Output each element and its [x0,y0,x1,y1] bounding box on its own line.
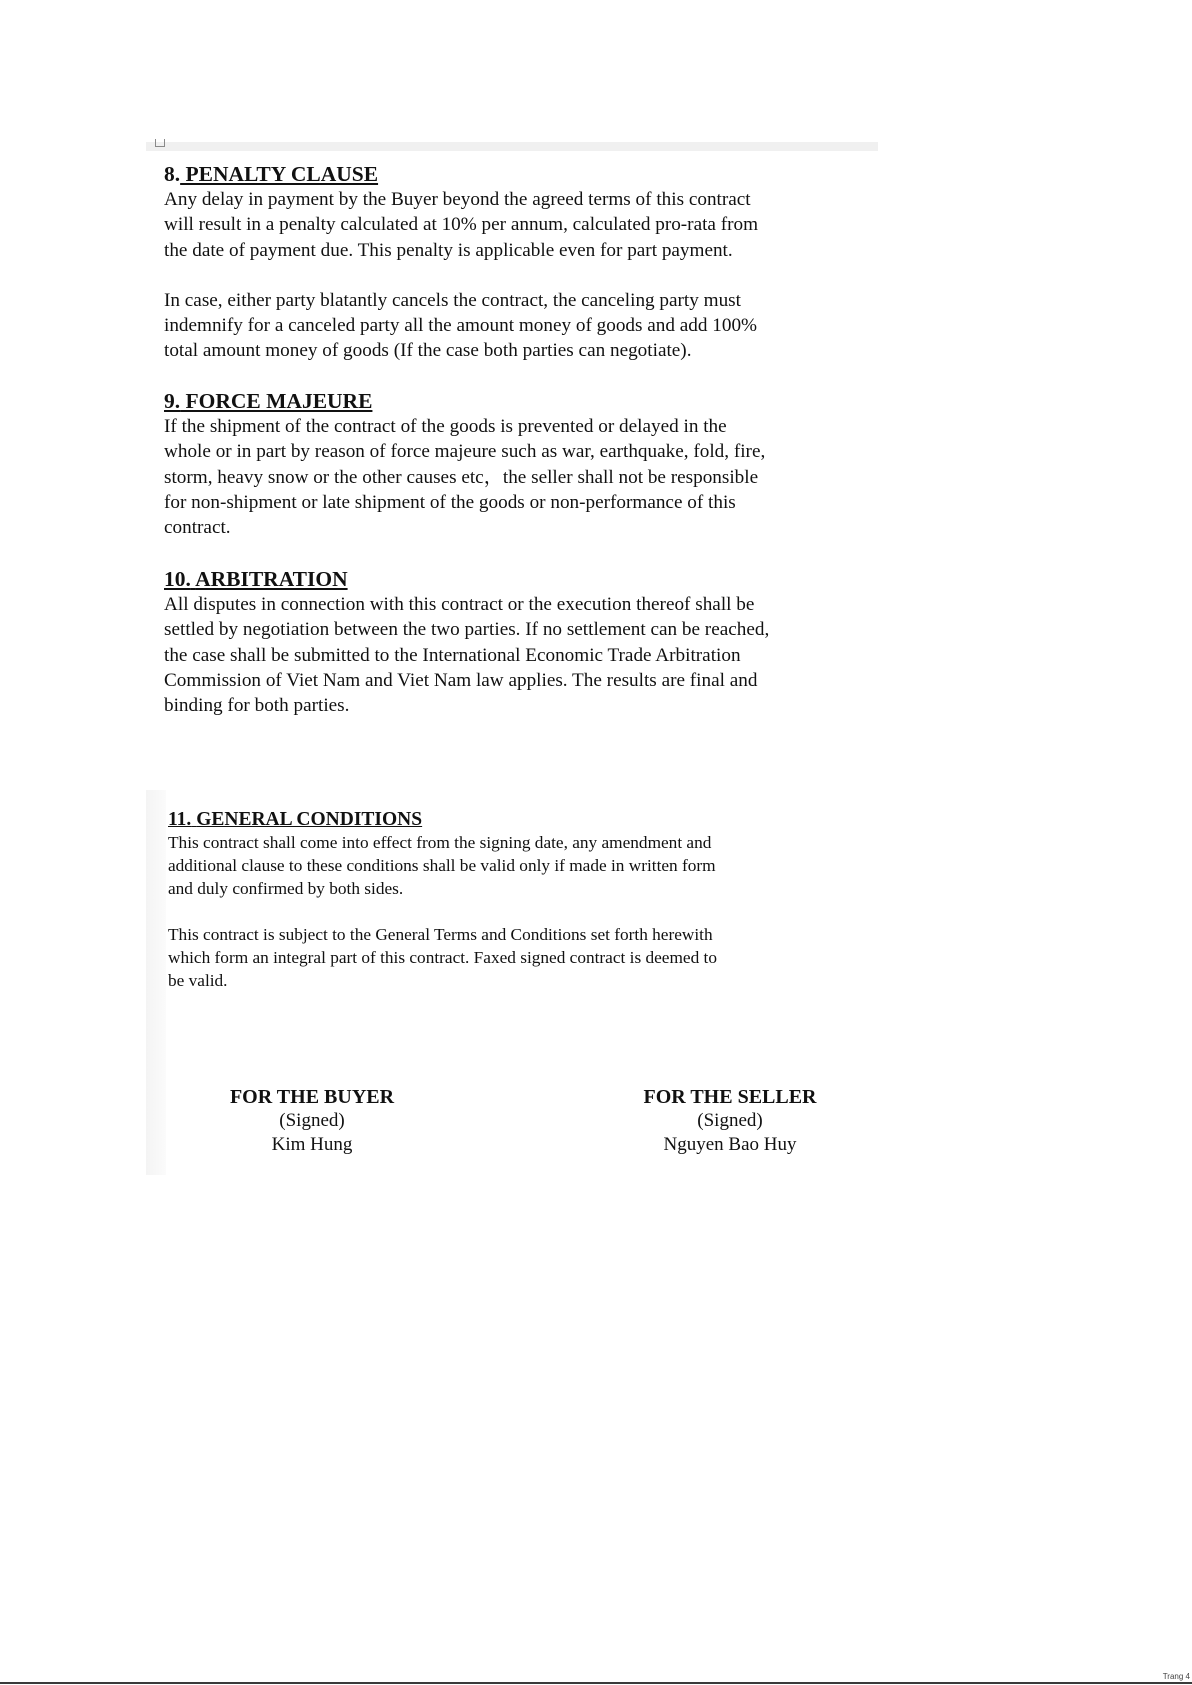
section-heading [164,161,884,187]
buyer-title: FOR THE BUYER [229,1086,395,1108]
paragraph: All disputes in connection with this contract or the execution thereof shall be settled by negotiation between the two parties. If no settlement can be reached, the case shall be submitted to the International Economic Trade Arbitration Commission of Viet Nam and Viet Nam law applies. The results are final and binding for both parties. [164,594,770,717]
section-title: PENALTY CLAUSE [185,162,379,186]
seller-signature-block [620,1085,840,1157]
section-title: ARBITRATION [195,567,348,591]
scan-shadow-band [146,790,166,1175]
page-bottom-rule [0,1682,1192,1684]
section-number: 11. [168,809,192,830]
paragraph: Any delay in payment by the Buyer beyond the agreed terms of this contract will result in a penalty calculated at 10% per annum, calculated pro-rata from the date of payment due. This penalty is applicable even for part payment. [164,189,759,261]
section-heading [164,566,884,592]
section-title: FORCE MAJEURE [185,389,373,413]
checkbox-mark-icon [155,139,165,147]
section-title: GENERAL CONDITIONS [196,809,423,830]
section-force-majeure [164,388,884,540]
paragraph: In case, either party blatantly cancels the contract, the canceling party must indemnify for a canceled party all the amount money of goods and add 100% total amount money of goods (If the case both parties can negotiate). [164,289,758,362]
section-penalty-clause [164,161,884,364]
section-arbitration [164,566,884,718]
paragraph: This contract shall come into effect from the signing date, any amendment and additional clause to these conditions shall be valid only if made in written form and duly confirmed by both sides. [168,833,716,898]
seller-signed-status: (Signed) [697,1110,763,1131]
page-footer: Trang 4 [1162,1672,1190,1681]
buyer-signature-block [212,1085,412,1157]
paragraph: If the shipment of the contract of the goods is prevented or delayed in the whole or in part by reason of force majeure such as war, earthquake, fold, fire, storm, heavy snow or the other causes etc，the seller shall not be responsible for non-shipment or late shipment of the goods or non-performance of this contract. [164,416,766,539]
section-heading [164,388,884,414]
section-number: 10. [164,567,191,591]
paragraph: This contract is subject to the General Terms and Conditions set forth herewith which form an integral part of this contract. Faxed signed contract is deemed to be valid. [168,925,717,990]
buyer-signed-status: (Signed) [279,1110,345,1131]
seller-title: FOR THE SELLER [643,1086,817,1108]
section-heading [168,808,868,831]
seller-name: Nguyen Bao Huy [663,1134,797,1155]
section-number: 9. [164,389,181,413]
section-general-conditions [168,808,868,992]
buyer-name: Kim Hung [271,1134,353,1155]
top-scan-strip [146,142,878,151]
section-number: 8. [164,162,181,186]
